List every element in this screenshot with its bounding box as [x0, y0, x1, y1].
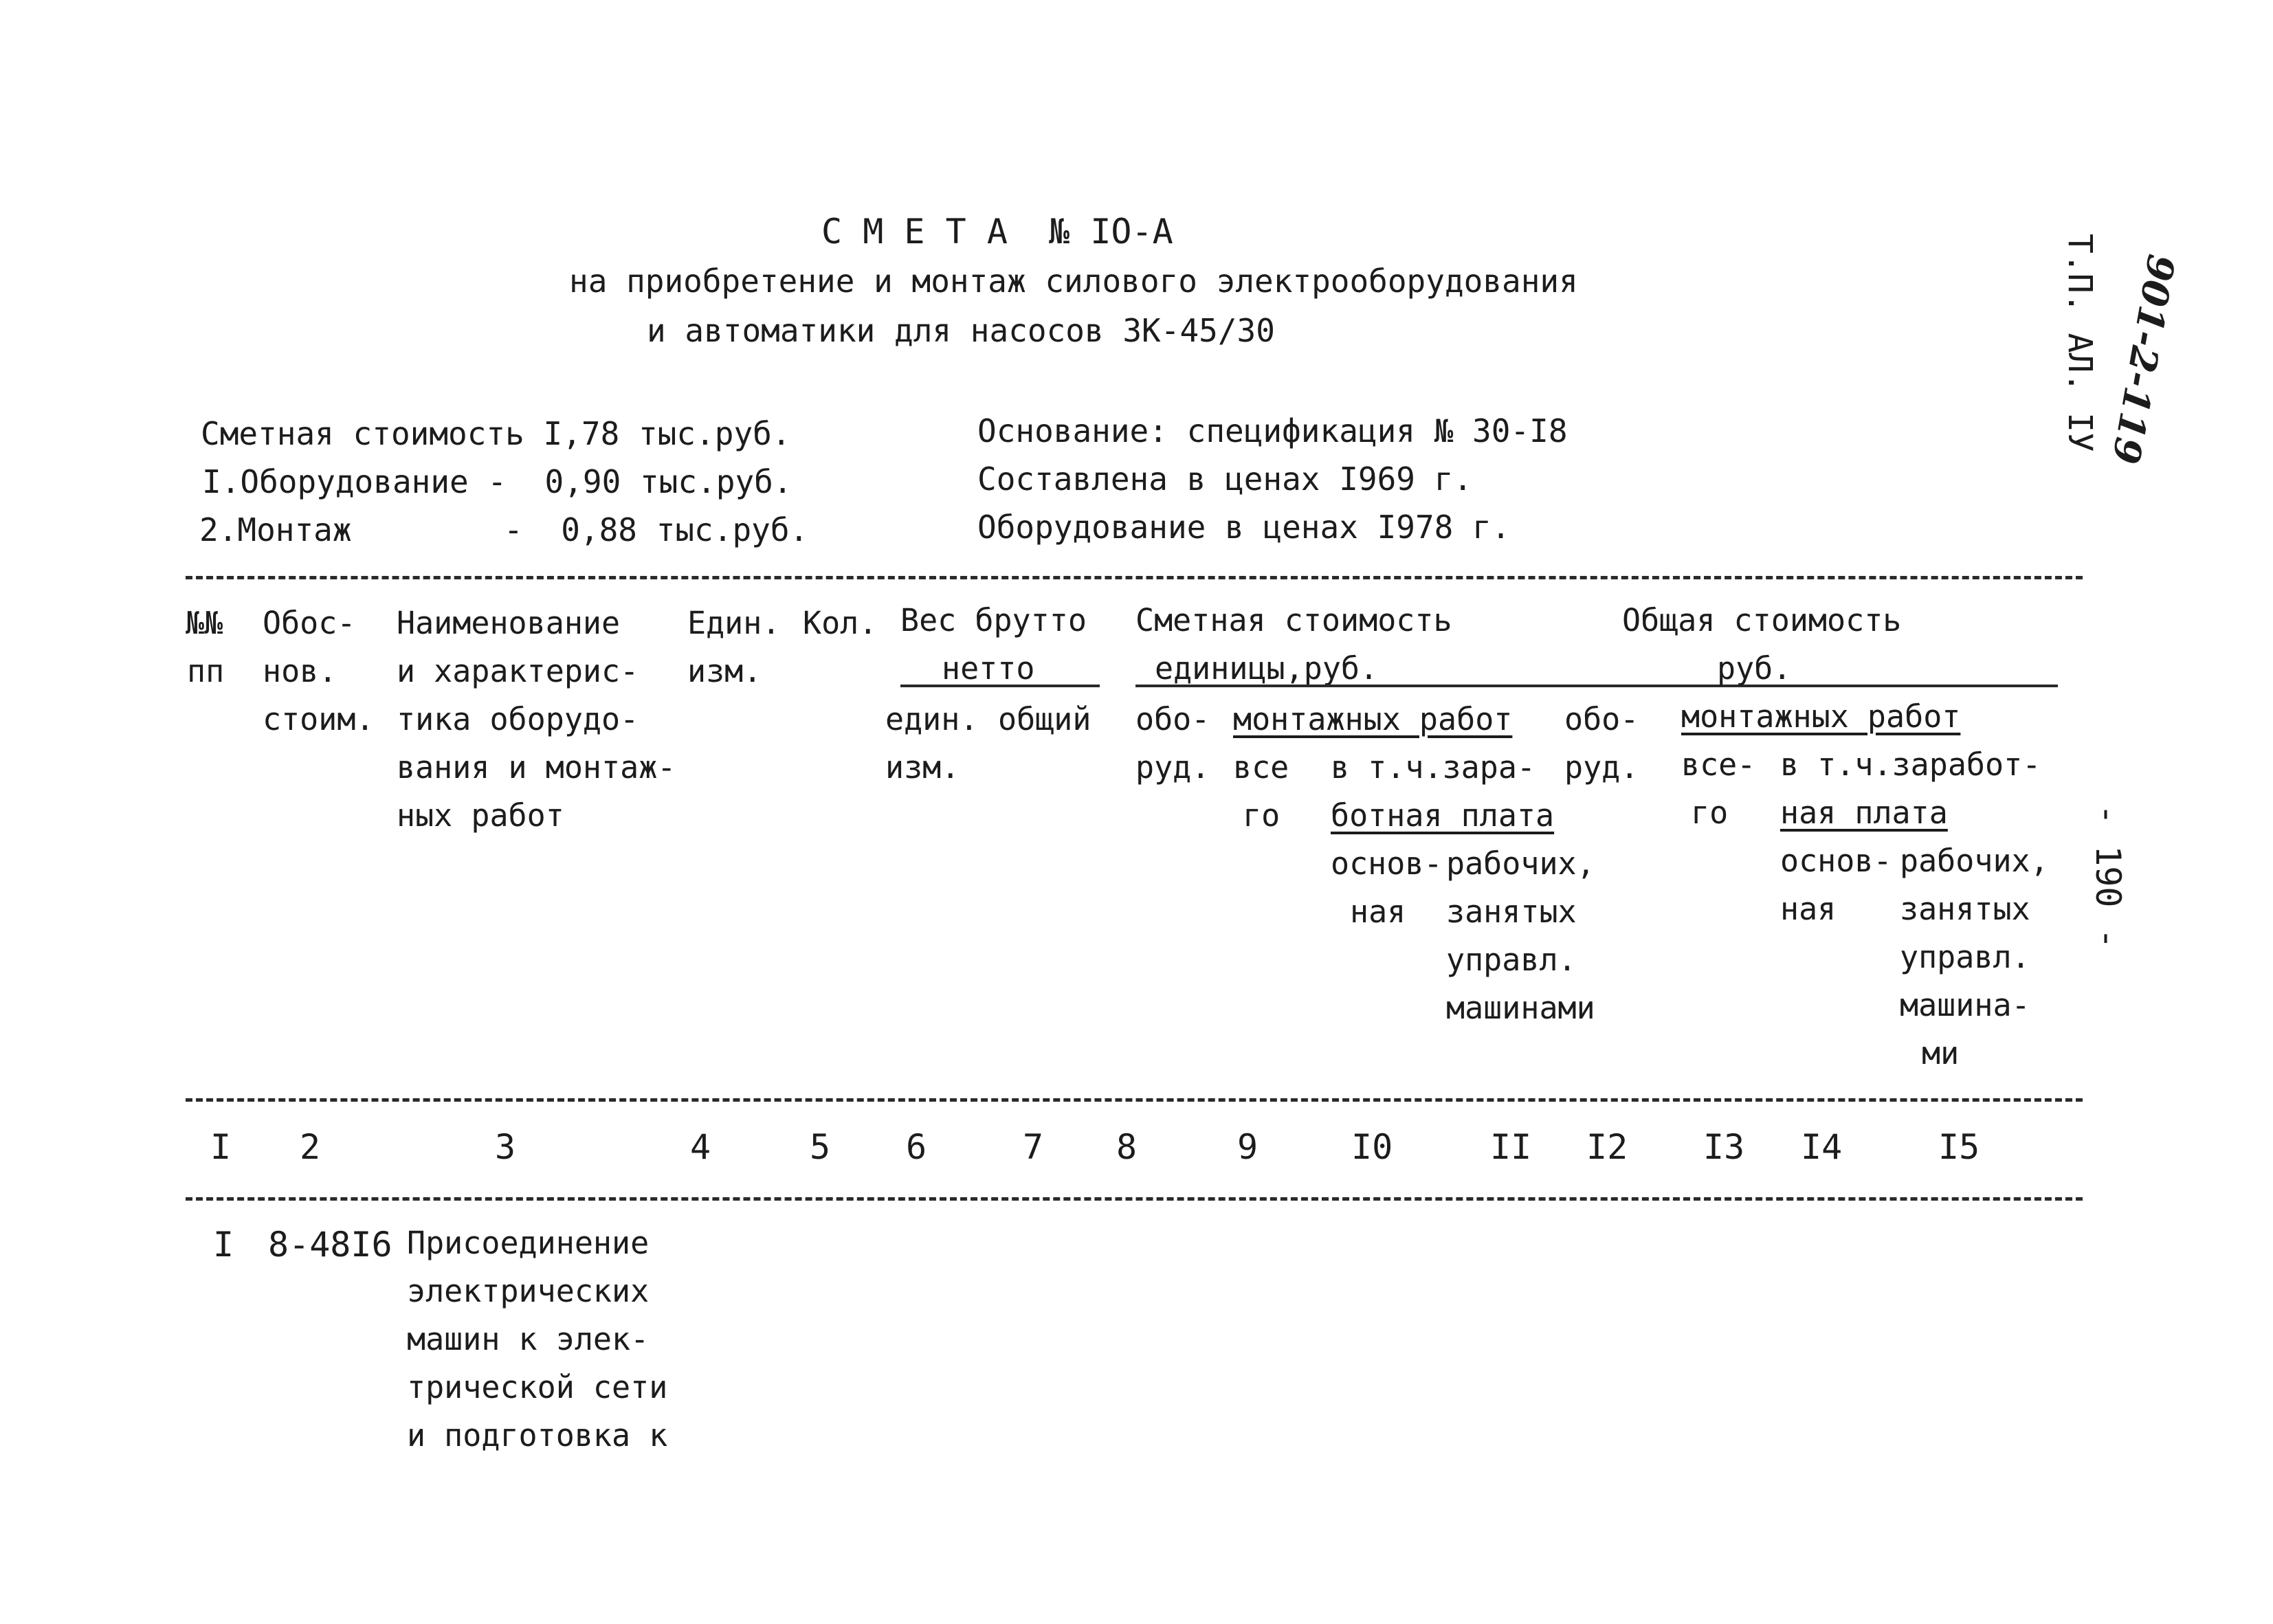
- total-workers-4: машина-: [1900, 987, 2030, 1023]
- col-weight-unit-2: изм.: [885, 749, 960, 786]
- col-name-label-4: вания и монтаж-: [397, 749, 676, 786]
- unit-all-label-2: го: [1243, 797, 1280, 834]
- col-name-label-3: тика оборудо-: [397, 701, 639, 737]
- unit-cost-underline: [1135, 685, 2058, 687]
- numbers-bottom-rule: [186, 1197, 2083, 1201]
- unit-basic-label: основ-: [1331, 845, 1443, 882]
- unit-basic-label-b: ная: [1350, 893, 1406, 930]
- unit-incl-label-2: ботная плата: [1331, 797, 1555, 834]
- unit-equip-label-2: руд.: [1135, 749, 1210, 786]
- col-basis-label-3: стоим.: [263, 701, 375, 737]
- col-unit-label-2: изм.: [687, 653, 762, 689]
- total-cost-sub: руб.: [1717, 650, 1792, 687]
- column-number: I: [210, 1127, 232, 1167]
- unit-mont-works-label: монтажных работ: [1233, 701, 1513, 737]
- column-number: 6: [906, 1127, 927, 1167]
- unit-incl-label-1: в т.ч.зара-: [1331, 749, 1536, 786]
- column-number: I5: [1938, 1127, 1980, 1167]
- col-basis-label-1: Обос-: [263, 605, 356, 641]
- equipment-cost: I.Оборудование - 0,90 тыс.руб.: [202, 463, 792, 500]
- column-number: II: [1490, 1127, 1532, 1167]
- col-unit-label-1: Един.: [687, 605, 781, 641]
- col-name-label-1: Наименование: [397, 605, 621, 641]
- row-name-line: Присоединение: [407, 1225, 650, 1261]
- row-name-line: машин к элек-: [407, 1321, 650, 1357]
- total-cost-label: Общая стоимость: [1622, 602, 1902, 638]
- estimated-cost: Сметная стоимость I,78 тыс.руб.: [201, 415, 791, 452]
- total-workers-1: рабочих,: [1900, 843, 2049, 879]
- total-equip-label-2: руд.: [1564, 749, 1639, 786]
- total-workers-2: занятых: [1900, 891, 2030, 927]
- unit-all-label-1: все: [1233, 749, 1289, 786]
- handwritten-project-number: 901-2-119: [2103, 251, 2184, 468]
- document-subtitle-line2: и автоматики для насосов ЗК-45/30: [647, 312, 1275, 349]
- table-top-rule: [186, 576, 2083, 579]
- equipment-price-base: Оборудование в ценах I978 г.: [977, 509, 1511, 546]
- row-basis: 8-48I6: [268, 1225, 392, 1265]
- col-weight-unit-1: един.: [885, 701, 979, 737]
- total-equip-label-1: обо-: [1564, 701, 1639, 737]
- total-mont-works-label: монтажных работ: [1681, 698, 1961, 735]
- column-number: I4: [1801, 1127, 1843, 1167]
- col-name-label-5: ных работ: [397, 797, 564, 834]
- unit-equip-label-1: обо-: [1135, 701, 1210, 737]
- tp-stamp: Т.П. АЛ. IУ: [2061, 234, 2099, 452]
- row-number: I: [213, 1225, 234, 1265]
- document-subtitle-line1: на приобретение и монтаж силового электрооборудования: [569, 263, 1578, 300]
- total-basic-label: основ-: [1780, 843, 1892, 879]
- row-name-line: электрических: [407, 1273, 650, 1309]
- total-all-label-2: го: [1691, 794, 1729, 831]
- col-weight-total: общий: [998, 701, 1091, 737]
- column-number: 5: [810, 1127, 831, 1167]
- column-number: I0: [1351, 1127, 1393, 1167]
- row-name-line: и подготовка к: [407, 1417, 668, 1454]
- unit-cost-sub: единицы,руб.: [1155, 650, 1379, 687]
- column-number: 3: [495, 1127, 516, 1167]
- header-bottom-rule: [186, 1098, 2083, 1102]
- column-number: 4: [690, 1127, 711, 1167]
- unit-workers-2: занятых: [1446, 893, 1577, 930]
- document-title: С М Е Т А № IO-А: [821, 212, 1173, 252]
- weight-underline: [900, 685, 1100, 687]
- col-num-label-2: пп: [187, 653, 225, 689]
- col-weight-netto: нетто: [942, 650, 1035, 687]
- column-number: 7: [1023, 1127, 1044, 1167]
- price-base: Составлена в ценах I969 г.: [977, 460, 1473, 498]
- column-number: I2: [1586, 1127, 1628, 1167]
- total-incl-label-1: в т.ч.заработ-: [1780, 746, 2041, 783]
- basis-spec: Основание: спецификация № 30-I8: [977, 412, 1568, 449]
- row-name-line: трической сети: [407, 1369, 668, 1405]
- installation-cost: 2.Монтаж - 0,88 тыс.руб.: [199, 511, 809, 548]
- total-workers-5: ми: [1922, 1035, 1960, 1071]
- col-qty-label: Кол.: [803, 605, 878, 641]
- unit-cost-label: Сметная стоимость: [1135, 602, 1452, 638]
- total-all-label-1: все-: [1681, 746, 1756, 783]
- total-incl-label-2: ная плата: [1780, 794, 1948, 831]
- column-number: I3: [1703, 1127, 1745, 1167]
- unit-workers-4: машинами: [1446, 990, 1595, 1026]
- total-basic-label-b: ная: [1780, 891, 1837, 927]
- column-number: 2: [300, 1127, 321, 1167]
- total-workers-3: управл.: [1900, 939, 2030, 975]
- page-number: - 190 -: [2088, 804, 2128, 949]
- column-number: 8: [1116, 1127, 1138, 1167]
- unit-workers-1: рабочих,: [1446, 845, 1595, 882]
- column-number: 9: [1237, 1127, 1259, 1167]
- col-name-label-2: и характерис-: [397, 653, 639, 689]
- unit-workers-3: управл.: [1446, 942, 1577, 978]
- col-basis-label-2: нов.: [263, 653, 337, 689]
- col-weight-label: Вес брутто: [900, 602, 1087, 638]
- col-num-label-1: №№: [186, 605, 223, 641]
